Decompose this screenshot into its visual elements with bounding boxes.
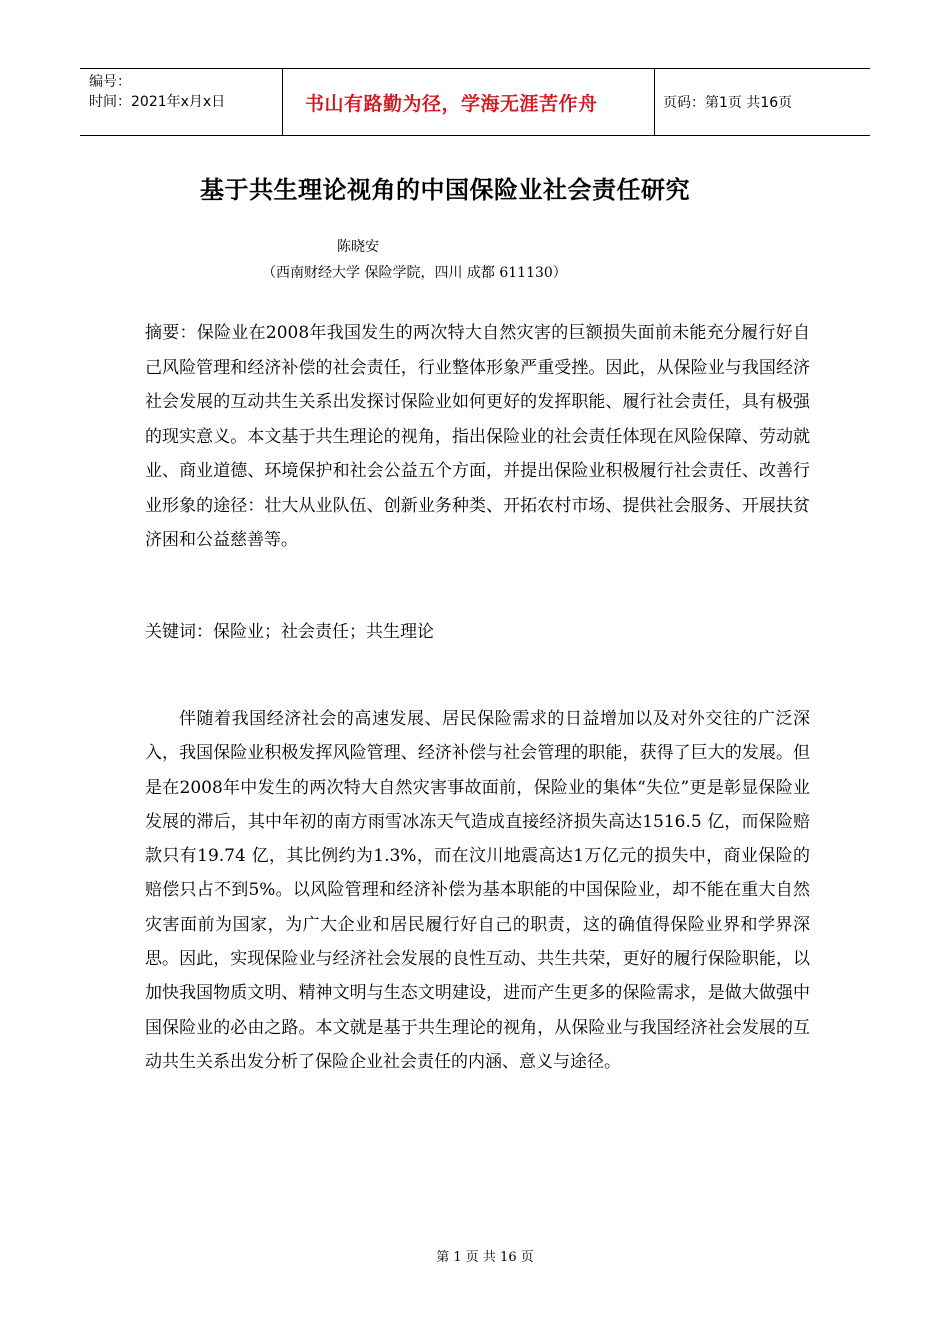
abstract: 摘要：保险业在2008年我国发生的两次特大自然灾害的巨额损失面前未能充分履行好自己风险管理和经济补偿的社会责任，行业整体形象严重受挫。因此，从保险业与我国经济社会发展的互动共生关系出发探讨保险业如何更好的发挥职能、履行社会责任，具有极强的现实意义。本文基于共生理论的视角，指出保险业的社会责任体现在风险保障、劳动就业、商业道德、环境保护和社会公益五个方面，并提出保险业积极履行社会责任、改善行业形象的途径：壮大从业队伍、创新业务种类、开拓农村市场、提供社会服务、开展扶贫济困和公益慈善等。	[145, 323, 810, 550]
header-meta	[80, 69, 282, 135]
header-motto: 书山有路勤为径，学海无涯苦作舟	[282, 69, 655, 135]
document-header	[80, 68, 870, 136]
document-title: 基于共生理论视角的中国保险业社会责任研究	[200, 176, 690, 204]
number-label: 编号：	[89, 74, 131, 90]
time-label: 时间：2021年x月x日	[89, 94, 226, 110]
author-affiliation: （西南财经大学 保险学院，四川 成都 611130）	[262, 265, 567, 281]
header-page-info: 页码：第1页 共16页	[663, 95, 793, 111]
keywords: 关键词：保险业；社会责任；共生理论	[145, 622, 434, 642]
body-paragraph: 伴随着我国经济社会的高速发展、居民保险需求的日益增加以及对外交往的广泛深入，我国保险业积极发挥风险管理、经济补偿与社会管理的职能，获得了巨大的发展。但是在2008年中发生的两次特大自然灾害事故面前，保险业的集体“失位”更是彰显保险业发展的滞后，其中年初的南方雨雪冰冻天气造成直接经济损失高达1516.5 亿，而保险赔款只有19.74 亿，其比例约为1.3%，而在汶川地震高达1万亿元的损失中，商业保险的赔偿只占不到5%。以风险管理和经济补偿为基本职能的中国保险业，却不能在重大自然灾害面前为国家，为广大企业和居民履行好自己的职责，这的确值得保险业界和学界深思。因此，实现保险业与经济社会发展的良性互动、共生共荣，更好的履行保险职能，以加快我国物质文明、精神文明与生态文明建设，进而产生更多的保险需求，是做大做强中国保险业的必由之路。本文就是基于共生理论的视角，从保险业与我国经济社会发展的互动共生关系出发分析了保险企业社会责任的内涵、意义与途径。	[145, 709, 810, 1072]
page-footer: 第 1 页 共 16 页	[436, 1250, 534, 1265]
author-name: 陈晓安	[337, 239, 379, 255]
